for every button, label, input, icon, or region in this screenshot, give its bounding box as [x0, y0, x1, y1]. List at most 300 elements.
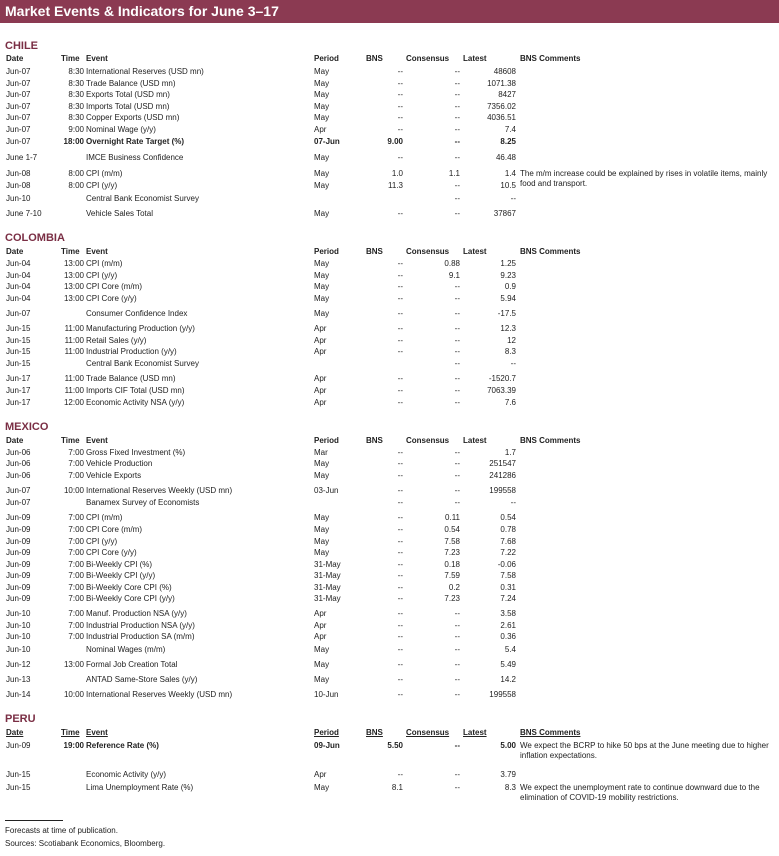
cell-latest: 0.54 [500, 513, 516, 522]
cell-time: 11:00 [64, 336, 84, 345]
cell-date: Jun-17 [6, 398, 31, 407]
cell-event: ANTAD Same-Store Sales (y/y) [86, 675, 198, 684]
cell-latest: -17.5 [497, 309, 516, 318]
column-header-bns: BNS [366, 54, 383, 63]
cell-bns: 8.1 [391, 783, 403, 792]
column-header-bns: BNS [366, 247, 383, 256]
page-title: Market Events & Indicators for June 3–17 [5, 3, 279, 19]
cell-event: CPI Core (y/y) [86, 294, 137, 303]
cell-cons: 0.18 [444, 560, 460, 569]
cell-date: Jun-09 [6, 537, 31, 546]
cell-time: 11:00 [64, 347, 84, 356]
cell-time: 13:00 [63, 294, 84, 303]
cell-bns: -- [397, 271, 403, 280]
cell-cons: -- [454, 374, 460, 383]
cell-comment: We expect the unemployment rate to continue downward due to the elimination of COVID-19 mobility restrictions. [520, 783, 760, 802]
cell-event: International Reserves Weekly (USD mn) [86, 486, 233, 495]
cell-time: 11:00 [64, 324, 84, 333]
cell-cons: -- [454, 632, 460, 641]
cell-event: Imports CIF Total (USD mn) [86, 386, 185, 395]
cell-bns: -- [397, 459, 403, 468]
column-header-comment: BNS Comments [520, 728, 581, 737]
cell-cons: 0.88 [444, 259, 460, 268]
cell-date: Jun-04 [6, 271, 31, 280]
cell-cons: -- [454, 783, 460, 792]
column-header-comment: BNS Comments [520, 54, 581, 63]
column-header-period: Period [314, 728, 339, 737]
cell-cons: -- [454, 770, 460, 779]
cell-period: Apr [314, 386, 327, 395]
cell-event: Central Bank Economist Survey [86, 359, 199, 368]
cell-event: Lima Unemployment Rate (%) [86, 783, 194, 792]
cell-event: Imports Total (USD mn) [86, 102, 170, 111]
cell-event: CPI (m/m) [86, 513, 123, 522]
cell-time: 18:00 [63, 137, 84, 146]
cell-bns: -- [397, 583, 403, 592]
column-header-cons: Consensus [406, 728, 450, 737]
cell-latest: 8.3 [504, 783, 516, 792]
cell-event: Industrial Production NSA (y/y) [86, 621, 195, 630]
cell-time: 13:00 [63, 259, 84, 268]
cell-cons: -- [454, 209, 460, 218]
cell-bns: -- [397, 675, 403, 684]
cell-latest: 7356.02 [487, 102, 516, 111]
cell-date: Jun-15 [6, 324, 31, 333]
cell-bns: 9.00 [387, 137, 403, 146]
cell-bns: -- [397, 770, 403, 779]
cell-date: Jun-17 [6, 374, 31, 383]
cell-cons: -- [454, 113, 460, 122]
cell-cons: 7.23 [444, 594, 460, 603]
cell-date: Jun-15 [6, 770, 31, 779]
cell-latest: -- [510, 359, 516, 368]
cell-event: Bi-Weekly CPI (y/y) [86, 571, 156, 580]
cell-time: 8:00 [68, 169, 84, 178]
cell-cons: 7.23 [444, 548, 460, 557]
column-header-latest: Latest [463, 728, 487, 737]
column-header-comment: BNS Comments [520, 436, 581, 445]
column-header-event: Event [86, 728, 108, 737]
cell-date: Jun-07 [6, 137, 31, 146]
cell-date: Jun-15 [6, 336, 31, 345]
cell-period: May [314, 153, 330, 162]
cell-period: Apr [314, 770, 327, 779]
cell-cons: -- [454, 90, 460, 99]
cell-cons: -- [454, 181, 460, 190]
cell-date: June 7-10 [6, 209, 42, 218]
cell-period: Apr [314, 609, 327, 618]
cell-latest: 0.9 [504, 282, 516, 291]
cell-bns: -- [397, 294, 403, 303]
cell-date: Jun-07 [6, 67, 31, 76]
footnote-sources: Sources: Scotiabank Economics, Bloomberg. [5, 839, 166, 848]
cell-latest: 251547 [489, 459, 516, 468]
cell-bns: 11.3 [388, 181, 403, 190]
column-header-comment: BNS Comments [520, 247, 581, 256]
cell-event: Manuf. Production NSA (y/y) [86, 609, 187, 618]
cell-latest: 3.58 [500, 609, 516, 618]
cell-bns: -- [397, 347, 403, 356]
cell-time: 10:00 [63, 486, 84, 495]
footnote-forecasts: Forecasts at time of publication. [5, 826, 118, 835]
cell-latest: 7.58 [500, 571, 516, 580]
cell-latest: 7.22 [500, 548, 516, 557]
cell-period: Apr [314, 336, 327, 345]
cell-event: CPI (m/m) [86, 169, 123, 178]
cell-latest: 7.4 [504, 125, 516, 134]
column-header-latest: Latest [463, 54, 487, 63]
cell-bns: -- [397, 645, 403, 654]
cell-latest: 7.6 [504, 398, 516, 407]
cell-latest: 1071.38 [487, 79, 516, 88]
cell-cons: 1.1 [448, 169, 460, 178]
column-header-cons: Consensus [406, 436, 450, 445]
cell-latest: 1.25 [500, 259, 516, 268]
cell-bns: -- [397, 486, 403, 495]
cell-event: Nominal Wage (y/y) [86, 125, 156, 134]
cell-date: Jun-07 [6, 125, 31, 134]
cell-bns: -- [397, 336, 403, 345]
cell-cons: -- [454, 498, 460, 507]
cell-date: Jun-04 [6, 282, 31, 291]
cell-date: Jun-07 [6, 79, 31, 88]
cell-date: Jun-10 [6, 609, 31, 618]
cell-period: 31-May [314, 583, 341, 592]
cell-event: CPI Core (y/y) [86, 548, 137, 557]
cell-time: 7:00 [68, 548, 84, 557]
cell-bns: -- [397, 609, 403, 618]
cell-date: Jun-04 [6, 294, 31, 303]
cell-event: Central Bank Economist Survey [86, 194, 199, 203]
cell-time: 11:00 [64, 374, 84, 383]
cell-period: Apr [314, 398, 327, 407]
cell-time: 7:00 [68, 513, 84, 522]
cell-cons: -- [454, 448, 460, 457]
cell-period: Apr [314, 632, 327, 641]
cell-latest: -0.06 [497, 560, 516, 569]
cell-event: CPI (y/y) [86, 537, 118, 546]
cell-date: Jun-04 [6, 259, 31, 268]
footnote-divider [5, 820, 63, 821]
cell-period: May [314, 548, 330, 557]
cell-latest: 0.78 [500, 525, 516, 534]
cell-time: 13:00 [63, 271, 84, 280]
cell-latest: 8.3 [504, 347, 516, 356]
cell-period: May [314, 113, 330, 122]
cell-cons: -- [454, 398, 460, 407]
cell-event: Exports Total (USD mn) [86, 90, 170, 99]
cell-period: May [314, 537, 330, 546]
cell-period: May [314, 783, 330, 792]
cell-event: International Reserves (USD mn) [86, 67, 204, 76]
cell-date: Jun-07 [6, 113, 31, 122]
cell-time: 7:00 [68, 571, 84, 580]
cell-event: Industrial Production (y/y) [86, 347, 177, 356]
cell-time: 7:00 [68, 594, 84, 603]
cell-date: Jun-12 [6, 660, 31, 669]
cell-event: Bi-Weekly Core CPI (y/y) [86, 594, 175, 603]
cell-event: Gross Fixed Investment (%) [86, 448, 186, 457]
cell-latest: 199558 [489, 486, 516, 495]
cell-cons: -- [454, 621, 460, 630]
cell-time: 7:00 [68, 632, 84, 641]
cell-date: Jun-15 [6, 783, 31, 792]
column-header-period: Period [314, 54, 339, 63]
cell-latest: 5.49 [500, 660, 516, 669]
column-header-time: Time [61, 436, 80, 445]
cell-cons: -- [454, 67, 460, 76]
cell-latest: 46.48 [495, 153, 516, 162]
column-header-date: Date [6, 54, 24, 63]
cell-event: CPI (y/y) [86, 181, 118, 190]
cell-cons: 7.58 [444, 537, 460, 546]
cell-latest: 7.68 [500, 537, 516, 546]
cell-cons: -- [454, 609, 460, 618]
cell-time: 19:00 [63, 741, 84, 750]
cell-period: 07-Jun [314, 137, 340, 146]
cell-event: CPI Core (m/m) [86, 525, 142, 534]
cell-event: Economic Activity (y/y) [86, 770, 167, 779]
column-header-cons: Consensus [406, 247, 450, 256]
cell-cons: -- [454, 359, 460, 368]
cell-date: Jun-07 [6, 486, 31, 495]
cell-time: 8:30 [68, 79, 84, 88]
cell-cons: -- [454, 102, 460, 111]
cell-cons: -- [454, 137, 460, 146]
cell-latest: 5.00 [500, 741, 516, 750]
cell-time: 7:00 [68, 459, 84, 468]
cell-bns: -- [397, 398, 403, 407]
cell-event: Nominal Wages (m/m) [86, 645, 166, 654]
cell-latest: 199558 [489, 690, 516, 699]
cell-period: May [314, 169, 330, 178]
cell-event: Reference Rate (%) [86, 741, 159, 750]
cell-time: 7:00 [68, 621, 84, 630]
cell-time: 8:30 [68, 90, 84, 99]
cell-cons: -- [454, 324, 460, 333]
cell-event: Vehicle Production [86, 459, 153, 468]
cell-latest: 5.94 [500, 294, 516, 303]
cell-bns: -- [397, 125, 403, 134]
cell-period: May [314, 90, 330, 99]
cell-date: Jun-06 [6, 459, 31, 468]
cell-bns: -- [397, 632, 403, 641]
cell-bns: -- [397, 324, 403, 333]
cell-time: 7:00 [68, 525, 84, 534]
cell-latest: 7.24 [500, 594, 516, 603]
cell-bns: -- [397, 525, 403, 534]
column-header-event: Event [86, 436, 108, 445]
cell-period: Apr [314, 324, 327, 333]
cell-bns: -- [397, 209, 403, 218]
cell-bns: -- [397, 386, 403, 395]
cell-event: Vehicle Exports [86, 471, 142, 480]
cell-time: 13:00 [63, 282, 84, 291]
cell-event: Economic Activity NSA (y/y) [86, 398, 185, 407]
cell-latest: 3.79 [500, 770, 516, 779]
cell-time: 8:00 [68, 181, 84, 190]
cell-latest: 0.36 [500, 632, 516, 641]
cell-period: May [314, 67, 330, 76]
cell-event: CPI Core (m/m) [86, 282, 142, 291]
column-header-date: Date [6, 728, 24, 737]
cell-period: May [314, 102, 330, 111]
column-header-event: Event [86, 247, 108, 256]
cell-cons: -- [454, 79, 460, 88]
cell-event: CPI (y/y) [86, 271, 118, 280]
cell-date: Jun-07 [6, 498, 31, 507]
cell-event: IMCE Business Confidence [86, 153, 184, 162]
cell-bns: -- [397, 571, 403, 580]
cell-event: Trade Balance (USD mn) [86, 79, 176, 88]
cell-event: Industrial Production SA (m/m) [86, 632, 195, 641]
cell-time: 8:30 [68, 102, 84, 111]
cell-date: June 1-7 [6, 153, 38, 162]
cell-comment: The m/m increase could be explained by rises in volatile items, mainly food and transport. [520, 169, 768, 188]
cell-date: Jun-08 [6, 181, 31, 190]
cell-latest: 241286 [489, 471, 516, 480]
cell-time: 10:00 [63, 690, 84, 699]
cell-cons: -- [454, 153, 460, 162]
cell-cons: 9.1 [448, 271, 460, 280]
cell-latest: 0.31 [500, 583, 516, 592]
cell-latest: 4036.51 [487, 113, 516, 122]
cell-bns: -- [397, 537, 403, 546]
cell-date: Jun-09 [6, 571, 31, 580]
cell-cons: -- [454, 347, 460, 356]
cell-latest: 7063.39 [487, 386, 516, 395]
cell-period: May [314, 645, 330, 654]
cell-bns: -- [397, 67, 403, 76]
cell-date: Jun-09 [6, 594, 31, 603]
column-header-period: Period [314, 247, 339, 256]
cell-bns: -- [397, 309, 403, 318]
cell-period: May [314, 471, 330, 480]
cell-latest: -1520.7 [488, 374, 516, 383]
cell-cons: -- [454, 459, 460, 468]
cell-time: 9:00 [68, 125, 84, 134]
column-header-cons: Consensus [406, 54, 450, 63]
cell-period: 31-May [314, 560, 341, 569]
cell-bns: -- [397, 548, 403, 557]
cell-latest: 48608 [493, 67, 516, 76]
cell-cons: -- [454, 675, 460, 684]
cell-period: Mar [314, 448, 328, 457]
cell-cons: 0.11 [445, 513, 460, 522]
cell-latest: 8427 [498, 90, 516, 99]
column-header-time: Time [61, 247, 80, 256]
cell-bns: -- [397, 259, 403, 268]
cell-period: Apr [314, 347, 327, 356]
cell-latest: 1.4 [504, 169, 516, 178]
cell-cons: 0.54 [444, 525, 460, 534]
cell-time: 7:00 [68, 448, 84, 457]
cell-latest: 9.23 [500, 271, 516, 280]
cell-period: 03-Jun [314, 486, 339, 495]
column-header-time: Time [61, 54, 80, 63]
cell-event: Copper Exports (USD mn) [86, 113, 180, 122]
cell-time: 7:00 [68, 609, 84, 618]
cell-date: Jun-13 [6, 675, 31, 684]
cell-time: 7:00 [68, 471, 84, 480]
column-header-date: Date [6, 247, 24, 256]
cell-bns: -- [397, 621, 403, 630]
cell-cons: -- [454, 645, 460, 654]
cell-event: Consumer Confidence Index [86, 309, 188, 318]
cell-period: Apr [314, 374, 327, 383]
cell-time: 11:00 [64, 386, 84, 395]
cell-period: May [314, 309, 330, 318]
cell-period: 31-May [314, 594, 341, 603]
column-header-event: Event [86, 54, 108, 63]
cell-latest: -- [510, 498, 516, 507]
cell-bns: -- [397, 374, 403, 383]
cell-period: May [314, 271, 330, 280]
cell-bns: -- [397, 513, 403, 522]
cell-latest: 8.25 [500, 137, 516, 146]
cell-latest: 37867 [493, 209, 516, 218]
cell-cons: -- [454, 386, 460, 395]
cell-period: Apr [314, 621, 327, 630]
cell-date: Jun-09 [6, 583, 31, 592]
cell-period: May [314, 294, 330, 303]
cell-date: Jun-09 [6, 525, 31, 534]
cell-cons: -- [454, 690, 460, 699]
cell-time: 13:00 [63, 660, 84, 669]
column-header-time: Time [61, 728, 80, 737]
cell-period: May [314, 259, 330, 268]
cell-date: Jun-06 [6, 471, 31, 480]
cell-time: 7:00 [68, 537, 84, 546]
cell-bns: -- [397, 560, 403, 569]
cell-event: Bi-Weekly CPI (%) [86, 560, 153, 569]
cell-period: May [314, 525, 330, 534]
cell-time: 12:00 [63, 398, 84, 407]
cell-cons: -- [454, 309, 460, 318]
cell-latest: 5.4 [504, 645, 516, 654]
cell-cons: -- [454, 282, 460, 291]
cell-bns: -- [397, 498, 403, 507]
section-title-peru: PERU [5, 713, 36, 725]
cell-date: Jun-10 [6, 621, 31, 630]
cell-period: May [314, 660, 330, 669]
cell-date: Jun-08 [6, 169, 31, 178]
cell-event: Overnight Rate Target (%) [86, 137, 185, 146]
cell-date: Jun-09 [6, 513, 31, 522]
cell-period: May [314, 79, 330, 88]
cell-event: Banamex Survey of Economists [86, 498, 200, 507]
cell-bns: 5.50 [387, 741, 403, 750]
cell-cons: -- [454, 336, 460, 345]
cell-date: Jun-10 [6, 645, 31, 654]
column-header-date: Date [6, 436, 24, 445]
cell-period: May [314, 282, 330, 291]
cell-cons: -- [454, 194, 460, 203]
cell-event: Manufacturing Production (y/y) [86, 324, 195, 333]
cell-cons: -- [454, 125, 460, 134]
cell-date: Jun-10 [6, 194, 31, 203]
cell-date: Jun-14 [6, 690, 31, 699]
cell-date: Jun-10 [6, 632, 31, 641]
cell-date: Jun-07 [6, 90, 31, 99]
cell-date: Jun-17 [6, 386, 31, 395]
title-banner [0, 0, 779, 23]
cell-date: Jun-06 [6, 448, 31, 457]
cell-date: Jun-09 [6, 560, 31, 569]
section-title-mexico: MEXICO [5, 421, 49, 433]
section-title-chile: CHILE [5, 40, 38, 52]
cell-latest: 12 [507, 336, 516, 345]
